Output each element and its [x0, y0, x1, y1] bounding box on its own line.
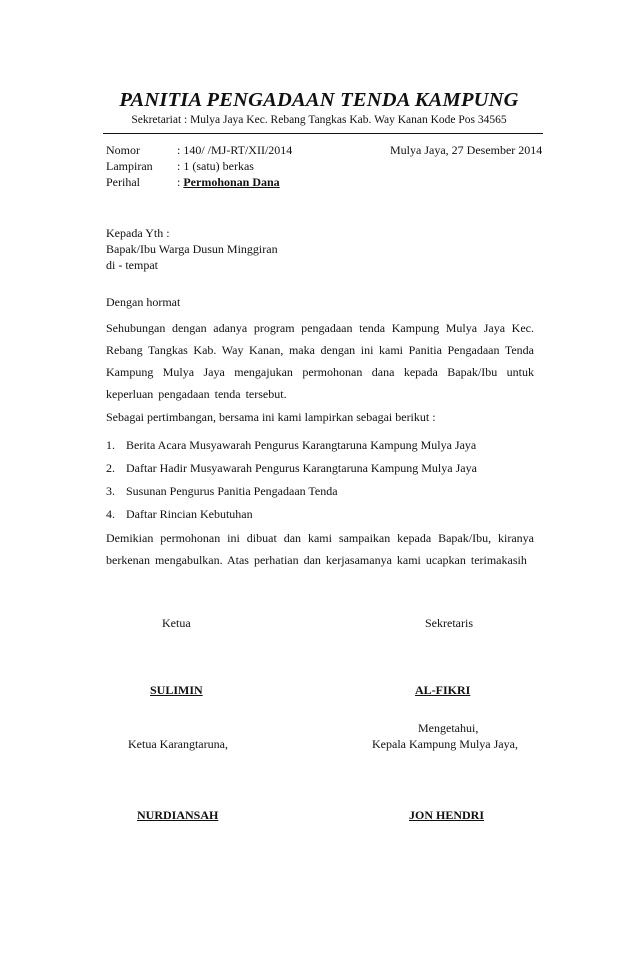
closing-paragraph: Demikian permohonan ini dibuat dan kami sampaikan kepada Bapak/Ibu, kiranya berkenan mengabulkan. Atas perhatian dan kerjasamanya kami ucapkan terimakasih	[106, 531, 534, 567]
signature-role-ketua: Ketua	[162, 616, 191, 630]
perihal-label: Perihal	[106, 175, 140, 189]
signature-name-sekretaris: AL-FIKRI	[415, 683, 471, 697]
nomor-value: : 140/ /MJ-RT/XII/2014	[177, 143, 293, 157]
list-item: 3. Susunan Pengurus Panitia Pengadaan Tenda	[106, 484, 338, 498]
lampiran-value: : 1 (satu) berkas	[177, 159, 254, 173]
list-item: 4. Daftar Rincian Kebutuhan	[106, 507, 253, 521]
signature-role-sekretaris: Sekretaris	[425, 616, 473, 630]
signature-name-karangtaruna: NURDIANSAH	[137, 808, 219, 822]
attachments-intro: Sebagai pertimbangan, bersama ini kami lampirkan sebagai berikut :	[106, 410, 436, 424]
mengetahui-label: Mengetahui,	[418, 721, 479, 735]
list-item: 2. Daftar Hadir Musyawarah Pengurus Karangtaruna Kampung Mulya Jaya	[106, 461, 477, 475]
letterhead-title: PANITIA PENGADAAN TENDA KAMPUNG	[119, 89, 519, 111]
perihal-value-row	[177, 175, 280, 190]
recipient-line2: Bapak/Ibu Warga Dusun Minggiran	[106, 242, 278, 256]
letterhead-divider	[103, 133, 543, 134]
nomor-label: Nomor	[106, 143, 140, 157]
recipient-line3: di - tempat	[106, 258, 158, 272]
lampiran-label: Lampiran	[106, 159, 153, 173]
body-paragraph: Sehubungan dengan adanya program pengadaan tenda Kampung Mulya Jaya Kec. Rebang Tangkas Kab. Way Kanan, maka dengan ini kami Panitia Pengadaan Tenda Kampung Mulya Jaya mengajukan permohonan dana kepada Bapak/Ibu untuk keperluan pengadaan tenda tersebut.	[106, 321, 534, 401]
letterhead-address: Sekretariat : Mulya Jaya Kec. Rebang Tangkas Kab. Way Kanan Kode Pos 34565	[131, 114, 507, 126]
perihal-prefix: :	[177, 175, 184, 189]
letter-date: Mulya Jaya, 27 Desember 2014	[390, 143, 543, 157]
attachments-list	[106, 434, 477, 526]
signature-role-karangtaruna: Ketua Karangtaruna,	[128, 737, 228, 751]
greeting: Dengan hormat	[106, 295, 181, 309]
signature-name-ketua: SULIMIN	[150, 683, 203, 697]
signature-name-kepala-kampung: JON HENDRI	[409, 808, 485, 822]
signature-role-kepala-kampung: Kepala Kampung Mulya Jaya,	[372, 737, 518, 751]
recipient-line1: Kepada Yth :	[106, 226, 170, 240]
list-item: 1. Berita Acara Musyawarah Pengurus Karangtaruna Kampung Mulya Jaya	[106, 438, 477, 452]
perihal-value: Permohonan Dana	[183, 175, 280, 189]
